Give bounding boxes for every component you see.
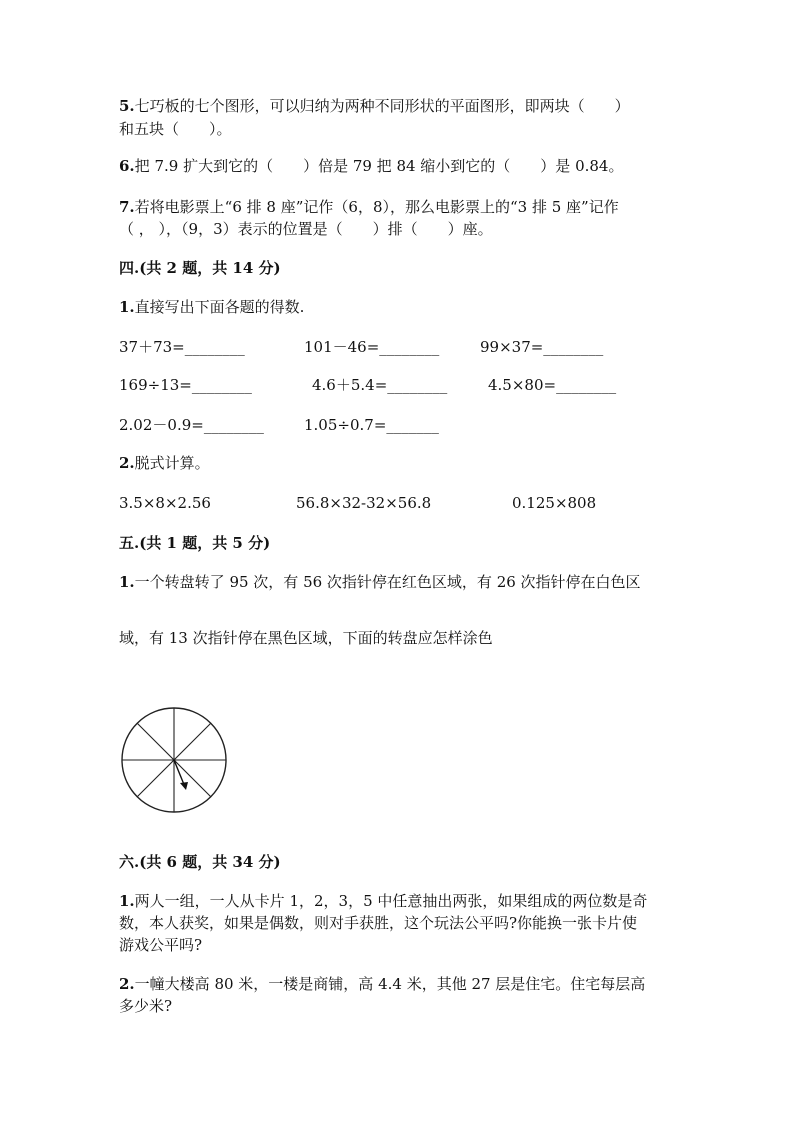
s6q1-text-line3: 游戏公平吗?: [119, 936, 203, 954]
s6q2-line1: [119, 973, 645, 995]
calc-r3c1: 2.02－0.9=________: [119, 416, 264, 434]
q5-text-line2: 和五块（ ）。: [119, 120, 232, 138]
s6q1-text-line2: 数，本人获奖，如果是偶数，则对手获胜，这个玩法公平吗?你能换一张卡片使: [119, 914, 638, 932]
q7-text-line2: （ ， ），（9，3）表示的位置是（ ）排（ ）座。: [119, 220, 493, 238]
q5-text-line1: 七巧板的七个图形，可以归纳为两种不同形状的平面图形，即两块（ ）: [134, 97, 630, 115]
s5q1-number: 1.: [119, 573, 135, 591]
q6-number: 6.: [119, 157, 135, 175]
calc-r1c3: 99×37=________: [480, 338, 604, 356]
s6q2-number: 2.: [119, 975, 135, 993]
s6q2-text-line1: 一幢大楼高 80 米，一楼是商铺，高 4.4 米，其他 27 层是住宅。住宅每层高: [134, 975, 646, 993]
q5-line1: [119, 95, 630, 117]
s5q1-text-line2: 域，有 13 次指针停在黑色区域，下面的转盘应怎样涂色: [119, 629, 493, 647]
calc-r3c2: 1.05÷0.7=_______: [304, 416, 439, 434]
stepcalc-c1: 3.5×8×2.56: [119, 494, 211, 512]
calc-r2c2: 4.6＋5.4=________: [312, 376, 448, 394]
q7-line1: [119, 196, 619, 218]
s4q1-number: 1.: [119, 298, 135, 316]
section6-title: 六.(共 6 题，共 34 分): [119, 853, 281, 871]
q7-number: 7.: [119, 198, 135, 216]
s5q1-line1: [119, 571, 641, 593]
q7-text-line1: 若将电影票上“6 排 8 座”记作（6，8），那么电影票上的“3 排 5 座”记作: [134, 198, 619, 216]
s4q2-line: [119, 452, 210, 474]
s4q1-line: [119, 296, 304, 318]
section4-title: 四.(共 2 题，共 14 分): [119, 259, 281, 277]
s4q2-text: 脱式计算。: [134, 454, 210, 472]
stepcalc-c2: 56.8×32-32×56.8: [296, 494, 432, 512]
q6-line: [119, 155, 623, 177]
s6q1-number: 1.: [119, 892, 135, 910]
s6q1-text-line1: 两人一组，一人从卡片 1，2，3，5 中任意抽出两张，如果组成的两位数是奇: [134, 892, 648, 910]
q6-text: 把 7.9 扩大到它的（ ）倍是 79 把 84 缩小到它的（ ）是 0.84。: [134, 157, 624, 175]
s4q1-text: 直接写出下面各题的得数.: [134, 298, 305, 316]
calc-r1c1: 37＋73=________: [119, 338, 245, 356]
s6q2-text-line2: 多少米?: [119, 997, 173, 1015]
s5q1-text-line1: 一个转盘转了 95 次，有 56 次指针停在红色区域，有 26 次指针停在白色区: [134, 573, 641, 591]
calc-r2c1: 169÷13=________: [119, 376, 252, 394]
section5-title: 五.(共 1 题，共 5 分): [119, 534, 271, 552]
spinner-figure: [117, 703, 231, 817]
calc-r1c2: 101－46=________: [304, 338, 440, 356]
stepcalc-c3: 0.125×808: [512, 494, 597, 512]
s4q2-number: 2.: [119, 454, 135, 472]
s6q1-line1: [119, 890, 647, 912]
spinner-pointer-arrow: [174, 760, 188, 790]
q5-number: 5.: [119, 97, 135, 115]
calc-r2c3: 4.5×80=________: [488, 376, 617, 394]
